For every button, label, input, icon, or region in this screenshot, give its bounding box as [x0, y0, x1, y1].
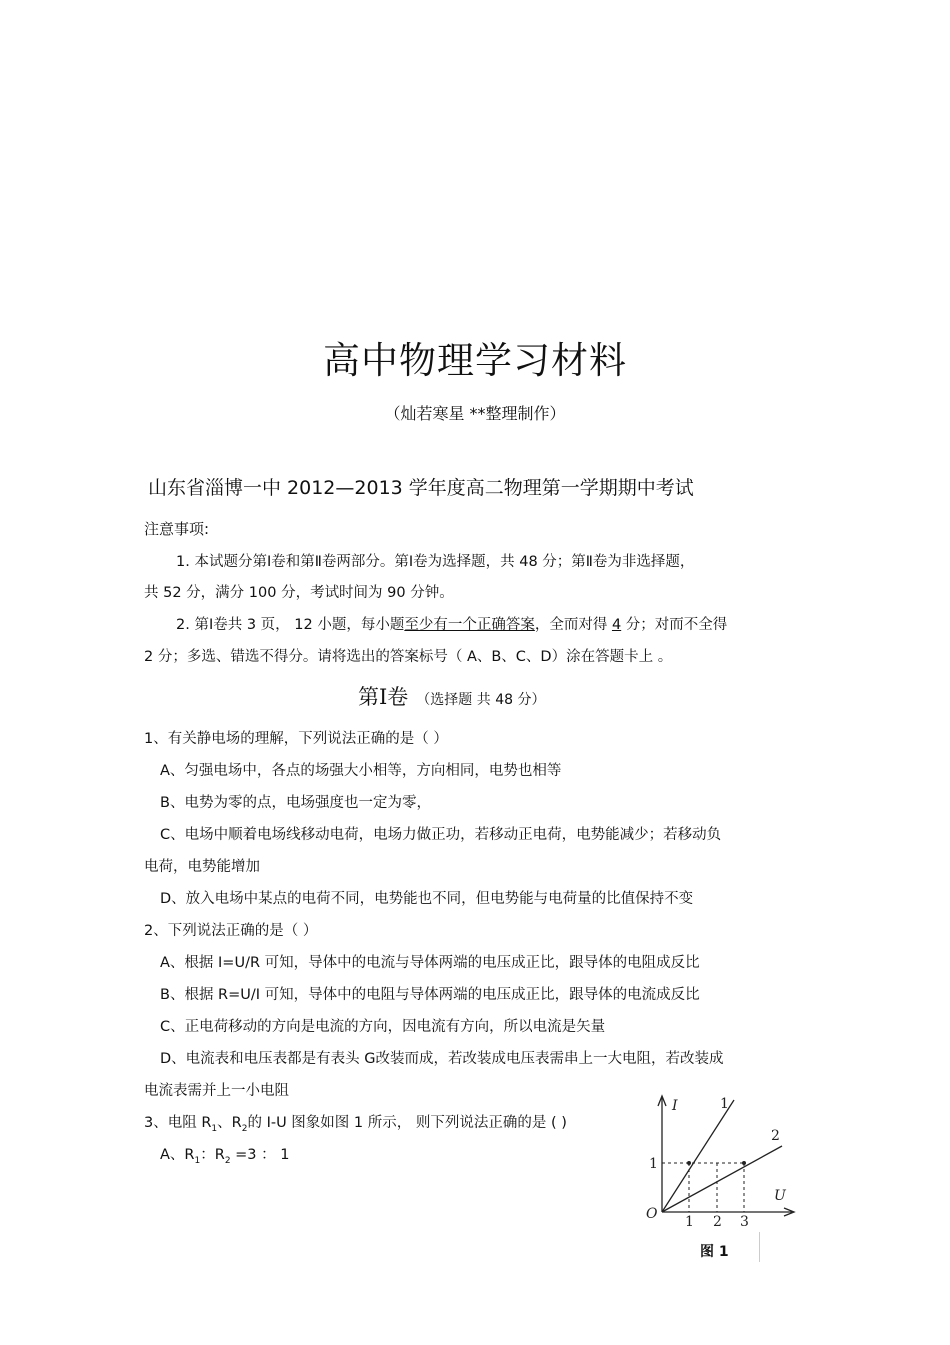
u-tick-2: 2	[713, 1214, 722, 1230]
q3-stem	[144, 1111, 567, 1134]
origin-label: O	[646, 1206, 658, 1222]
q3-stem-c: 的 I-U 图象如图 1 所示， 则下列说法正确的是 ( )	[247, 1115, 567, 1131]
q3-a-text-a: A、R	[160, 1147, 195, 1163]
q2-option-d-line-1: D、电流表和电压表都是有表头 G改装而成，若改装成电压表需串上一大电阻，若改装成	[160, 1051, 724, 1067]
u-tick-3: 3	[740, 1214, 749, 1230]
q3-a-text-c: =3 ： 1	[230, 1147, 290, 1163]
q1-option-c-line-1: C、电场中顺着电场线移动电荷，电场力做正功，若移动正电荷，电势能减少；若移动负	[160, 827, 722, 843]
note-2-text-c: 分；对而不全得	[621, 617, 728, 633]
line-2-label: 2	[771, 1128, 780, 1144]
section-title-main: 第Ⅰ卷	[358, 685, 409, 709]
note-1-line-2: 共 52 分，满分 100 分，考试时间为 90 分钟。	[144, 585, 454, 601]
q3-option-a	[160, 1143, 289, 1166]
notice-label: 注意事项:	[144, 520, 210, 538]
exam-title: 山东省淄博一中 2012—2013 学年度高二物理第一学期期中考试	[148, 477, 694, 499]
section-title-note: （选择题 共 48 分）	[416, 692, 546, 708]
note-1-line-1: 1. 本试题分第Ⅰ卷和第Ⅱ卷两部分。第Ⅰ卷为选择题，共 48 分；第Ⅱ卷为非选择题，	[176, 554, 695, 570]
line-1-label: 1	[720, 1096, 729, 1112]
note-2-underline-a: 至少有一个正确答案	[404, 617, 535, 633]
q1-option-a: A、匀强电场中，各点的场强大小相等，方向相同，电势也相等	[160, 763, 562, 779]
figure-caption: 图 1	[700, 1244, 729, 1260]
page-title: 高中物理学习材料	[323, 339, 627, 382]
q2-option-b: B、根据 R=U/I 可知，导体中的电阻与导体两端的电压成正比，跟导体的电流成反比	[160, 987, 700, 1003]
q3-sub-2: 2	[241, 1123, 248, 1134]
q3-a-text-b: ：R	[200, 1147, 225, 1163]
u-axis-label: U	[774, 1188, 786, 1204]
note-2-line-2: 2 分；多选、错选不得分。请将选出的答案标号（ A、B、C、D）涂在答题卡上 。	[144, 649, 673, 665]
line-r2	[662, 1146, 782, 1212]
divider	[759, 1232, 760, 1262]
iu-graph	[640, 1090, 800, 1230]
q3-stem-b: 、R	[217, 1115, 242, 1131]
page-subtitle: （灿若寒星 **整理制作）	[384, 404, 566, 423]
i-tick-1: 1	[649, 1156, 658, 1172]
q3-a-sub-1: 1	[194, 1155, 201, 1166]
line-r1	[662, 1100, 734, 1212]
note-2-text-b: ，全而对得	[534, 617, 612, 633]
section-title	[358, 681, 545, 711]
u-tick-1: 1	[685, 1214, 694, 1230]
q2-option-a: A、根据 I=U/R 可知，导体中的电流与导体两端的电压成正比，跟导体的电阻成反比	[160, 955, 700, 971]
note-2-line-1	[176, 613, 727, 634]
point-2	[742, 1161, 746, 1165]
q2-stem: 2、下列说法正确的是（ ）	[144, 923, 318, 939]
i-axis-label: I	[672, 1098, 678, 1114]
q1-option-b: B、电势为零的点，电场强度也一定为零，	[160, 795, 431, 811]
q3-stem-a: 3、电阻 R	[144, 1115, 212, 1131]
note-2-underline-b: 4	[611, 617, 622, 633]
note-2-text-a: 2. 第Ⅰ卷共 3 页， 12 小题，每小题	[176, 617, 405, 633]
q1-option-d: D、放入电场中某点的电荷不同，电势能也不同，但电势能与电荷量的比值保持不变	[160, 891, 694, 907]
q2-option-d-line-2: 电流表需并上一小电阻	[144, 1083, 289, 1099]
q3-sub-1: 1	[211, 1123, 218, 1134]
point-1	[687, 1161, 691, 1165]
q3-a-sub-2: 2	[224, 1155, 231, 1166]
q1-stem: 1、有关静电场的理解，下列说法正确的是（ ）	[144, 731, 448, 747]
q1-option-c-line-2: 电荷，电势能增加	[144, 859, 260, 875]
q2-option-c: C、正电荷移动的方向是电流的方向，因电流有方向，所以电流是矢量	[160, 1019, 606, 1035]
